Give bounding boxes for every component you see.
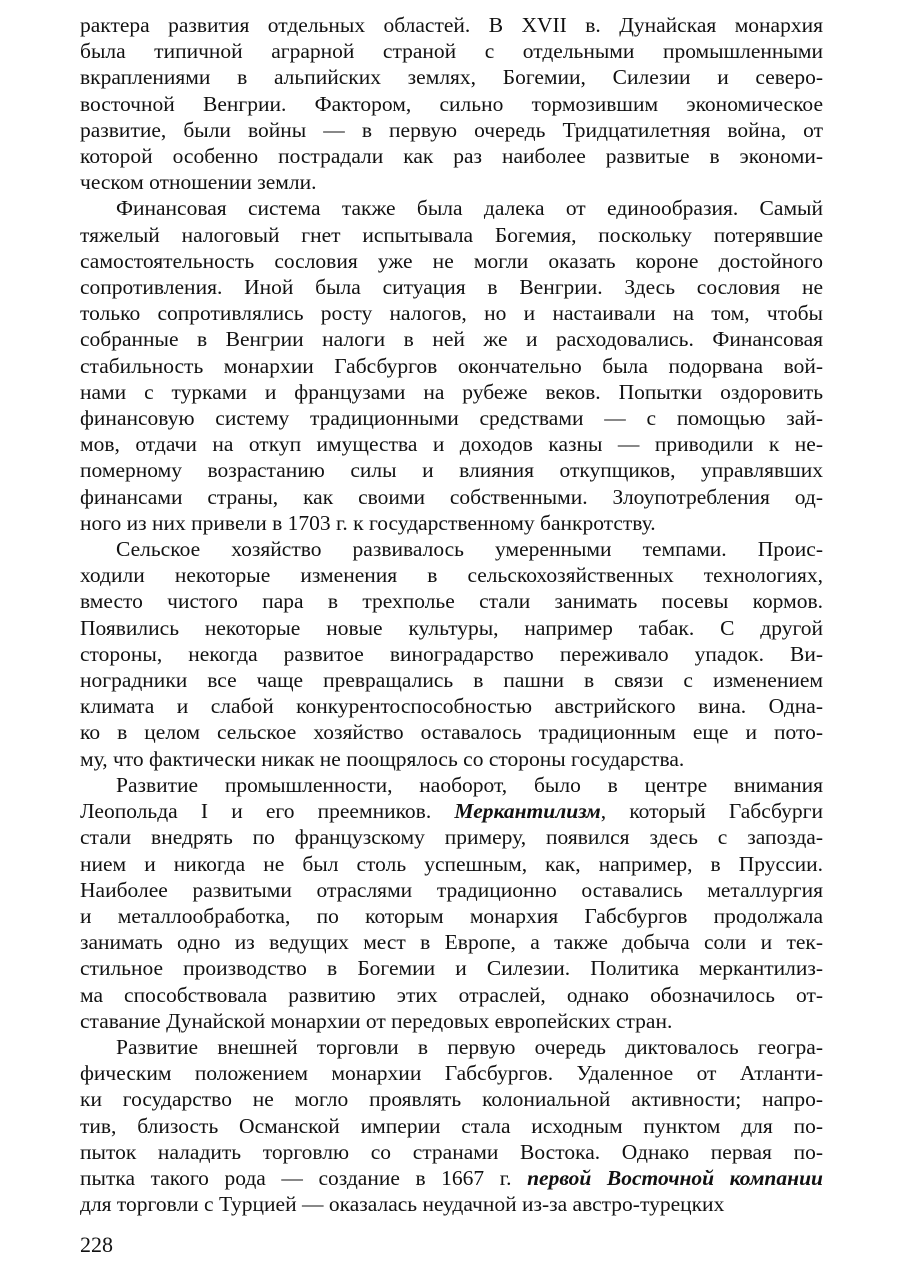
text-line: Финансовая система также была далека от единообразия. Самый — [116, 196, 823, 221]
text-line: восточной Венгрии. Фактором, сильно тормозившим экономическое — [80, 91, 823, 116]
text-line: стильное производство в Богемии и Силезии. Политика меркантилиз- — [80, 956, 823, 981]
document-body — [80, 12, 823, 1217]
text-line: Наиболее развитыми отраслями традиционно оставались металлургия — [80, 877, 823, 902]
text-line: финансами страны, как своими собственными. Злоупотребления од- — [80, 484, 823, 509]
text-run: , который Габсбурги — [600, 799, 823, 824]
paragraph-p4 — [80, 772, 823, 1034]
text-line: стабильность монархии Габсбургов окончательно была подорвана вой- — [80, 353, 823, 378]
text-line: самостоятельность сословия уже не могли оказать короне достойного — [80, 248, 823, 273]
text-line: вместо чистого пара в трехполье стали занимать посевы кормов. — [80, 589, 823, 614]
text-line: климата и слабой конкурентоспособностью австрийского вина. Одна- — [80, 694, 823, 719]
text-line: ко в целом сельское хозяйство оставалось традиционным еще и пото- — [80, 720, 823, 745]
text-line: ного из них привели в 1703 г. к государственному банкротству. — [80, 510, 656, 535]
text-line: Появились некоторые новые культуры, например табак. С другой — [80, 615, 823, 640]
text-line: ноградники все чаще превращались в пашни в связи с изменением — [80, 668, 823, 693]
text-line: развитие, были войны — в первую очередь Тридцатилетняя война, от — [80, 117, 823, 142]
text-line: ки государство не могло проявлять колониальной активности; напро- — [80, 1087, 823, 1112]
text-line: нием и никогда не был столь успешным, как, например, в Пруссии. — [80, 851, 823, 876]
paragraph-p3 — [80, 536, 823, 772]
text-line: ставание Дунайской монархии от передовых европейских стран. — [80, 1008, 673, 1033]
paragraph-p5 — [80, 1034, 823, 1217]
text-line: финансовую систему традиционными средствами — с помощью зай- — [80, 406, 823, 431]
page-number: 228 — [80, 1232, 113, 1257]
text-line: стороны, некогда развитое виноградарство переживало упадок. Ви- — [80, 641, 823, 666]
emphasized-term: первой Восточной компании — [527, 1165, 823, 1190]
text-line: ческом отношении земли. — [80, 170, 317, 195]
text-line: которой особенно пострадали как раз наиболее развитые в экономи- — [80, 144, 823, 169]
text-line — [80, 798, 823, 824]
text-line: фическим положением монархии Габсбургов. Удаленное от Атланти- — [80, 1061, 823, 1086]
text-line: собранные в Венгрии налоги в ней же и расходовались. Финансовая — [80, 327, 823, 352]
text-line: только сопротивлялись росту налогов, но и настаивали на том, чтобы — [80, 301, 823, 326]
text-line: стали внедрять по французскому примеру, появился здесь с запозда- — [80, 825, 823, 850]
text-line: вкраплениями в альпийских землях, Богемии, Силезии и северо- — [80, 65, 823, 90]
text-run: пытка такого рода — создание в 1667 г. — [80, 1165, 528, 1190]
text-line: ходили некоторые изменения в сельскохозяйственных технологиях, — [80, 563, 823, 588]
text-run: Леопольда I и его преемников. — [80, 799, 455, 824]
text-line: занимать одно из ведущих мест в Европе, а также добыча соли и тек- — [80, 930, 823, 955]
text-line: рактера развития отдельных областей. В XVII в. Дунайская монархия — [80, 13, 823, 37]
text-line: нами с турками и французами на рубеже веков. Попытки оздоровить — [80, 379, 823, 404]
text-line: померному возрастанию силы и влияния откупщиков, управлявших — [80, 458, 823, 483]
text-line: му, что фактически никак не поощрялось со стороны государства. — [80, 746, 685, 771]
text-line: тяжелый налоговый гнет испытывала Богемия, поскольку потерявшие — [80, 222, 823, 247]
paragraph-p1 — [80, 12, 823, 195]
text-line: тив, близость Османской империи стала исходным пунктом для по- — [80, 1113, 823, 1138]
text-line: и металлообработка, по которым монархия Габсбургов продолжала — [80, 903, 823, 928]
text-line: была типичной аграрной страной с отдельными промышленными — [80, 39, 823, 64]
text-line: Сельское хозяйство развивалось умеренными темпами. Проис- — [116, 537, 823, 562]
emphasized-term: Меркантилизм — [454, 799, 601, 824]
text-line: мов, отдачи на откуп имущества и доходов казны — приводили к не- — [80, 432, 823, 457]
text-line — [80, 1165, 823, 1191]
text-line: пыток наладить торговлю со странами Востока. Однако первая по- — [80, 1139, 823, 1164]
paragraph-p2 — [80, 195, 823, 536]
text-line: Развитие внешней торговли в первую очередь диктовалось геогра- — [116, 1034, 823, 1059]
text-line: сопротивления. Иной была ситуация в Венгрии. Здесь сословия не — [80, 275, 823, 300]
text-line: Развитие промышленности, наоборот, было в центре внимания — [116, 772, 823, 797]
text-line: ма способствовала развитию этих отраслей, однако обозначилось от- — [80, 982, 823, 1007]
document-page — [80, 12, 823, 1217]
text-line: для торговли с Турцией — оказалась неудачной из-за австро-турецких — [80, 1192, 725, 1217]
